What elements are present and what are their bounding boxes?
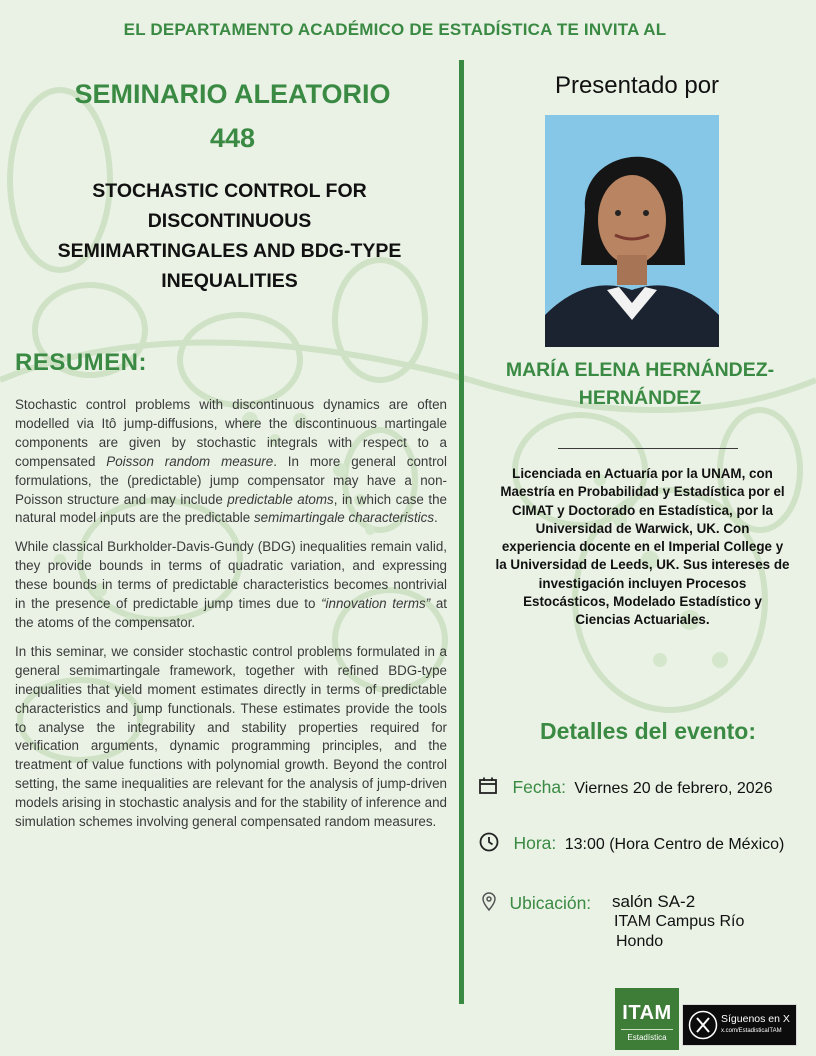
abstract-emphasis: Poisson random measure bbox=[106, 453, 274, 469]
abstract-text: . In more general control formulations, the (predictable) jump compensator may have a non-Poisson structure and may include bbox=[15, 453, 447, 507]
x-follow-text: Síguenos en X bbox=[721, 1013, 790, 1025]
bio-line: CIMAT y Doctorado en Estadística, por la bbox=[512, 502, 773, 518]
location-label: Ubicación: bbox=[509, 892, 592, 913]
bio-line: Ciencias Actuariales. bbox=[575, 612, 710, 628]
date-label: Fecha: bbox=[512, 776, 566, 797]
location-line: Hondo bbox=[616, 933, 664, 950]
itam-department: Estadística bbox=[627, 1033, 667, 1042]
talk-title-line: DISCONTINUOUS bbox=[147, 210, 312, 232]
location-pin-icon bbox=[481, 892, 497, 917]
date-row bbox=[478, 776, 772, 801]
x-handle: x.com/EstadisticaITAM bbox=[721, 1028, 782, 1034]
abstract-text: While classical Burkholder-Davis-Gundy (BDG) inequalities remain valid, they provide bounds in terms of quadratic variation, and expressing these bounds in terms of predictable characteristics becomes nontrivial in the presence of predictable jump times due to bbox=[15, 539, 447, 612]
abstract-body bbox=[15, 396, 447, 842]
x-social-badge[interactable] bbox=[682, 1004, 797, 1046]
seminar-title bbox=[30, 72, 435, 160]
abstract-text: Stochastic control problems with discontinuous dynamics are often modelled via Itô jump-diffusions, where the discontinuous martingale components are given by stochastic integrals with respect to a compensated bbox=[15, 397, 447, 469]
bio-line: Maestría en Probabilidad y Estadística por el bbox=[500, 484, 785, 500]
time-label: Hora: bbox=[513, 832, 557, 853]
speaker-photo bbox=[545, 115, 719, 347]
talk-title-line: SEMIMARTINGALES AND BDG-TYPE bbox=[57, 240, 402, 262]
abstract-text: . bbox=[434, 510, 438, 526]
speaker-name bbox=[465, 356, 815, 412]
talk-title-line: INEQUALITIES bbox=[161, 270, 298, 292]
talk-title-line: STOCHASTIC CONTROL FOR bbox=[92, 180, 367, 202]
bio-line: Estocásticos, Modelado Estadístico y bbox=[523, 594, 762, 610]
abstract-emphasis: semimartingale characteristics bbox=[253, 510, 435, 526]
location-line: ITAM Campus Río bbox=[614, 913, 745, 930]
location-row bbox=[481, 892, 745, 950]
invitation-header: EL DEPARTAMENTO ACADÉMICO DE ESTADÍSTICA TE INVITA AL bbox=[123, 20, 667, 39]
date-value: Viernes 20 de febrero, 2026 bbox=[574, 779, 773, 797]
seminar-series: SEMINARIO ALEATORIO bbox=[74, 79, 391, 109]
location-line: salón SA-2 bbox=[612, 892, 696, 911]
abstract-emphasis: predictable atoms bbox=[227, 491, 334, 507]
portrait-image bbox=[545, 115, 719, 347]
bio-line: Universidad de Warwick, UK. Con bbox=[535, 520, 750, 536]
abstract-paragraph-3: In this seminar, we consider stochastic control problems formulated in a general semimartingale framework, together with refined BDG-type inequalities that yield moment estimates directly in terms of predictable characteristics and jump functionals. These estimates provide the tools to analyse the integrability and stability properties required for verification arguments, dynamic programming principles, and the treatment of value functions with polynomial growth. Beyond the control setting, the same inequalities are relevant for the analysis of jump-driven models arising in stochastic analysis and for the stability of inference and simulation schemes involving general compensated random measures. bbox=[15, 643, 447, 830]
talk-title bbox=[22, 176, 437, 296]
column-divider bbox=[459, 60, 464, 1004]
bio-line: la Universidad de Leeds, UK. Sus intereses de bbox=[495, 557, 790, 573]
bio-line: investigación incluyen Procesos bbox=[538, 575, 747, 591]
seminar-number: 448 bbox=[209, 123, 256, 153]
clock-icon bbox=[478, 831, 500, 858]
abstract-paragraph-2 bbox=[15, 538, 447, 633]
speaker-name-line: HERNÁNDEZ bbox=[578, 387, 702, 409]
time-row bbox=[478, 831, 784, 858]
abstract-paragraph-1 bbox=[15, 396, 447, 528]
presented-by-label: Presentado por bbox=[554, 72, 720, 99]
abstract-emphasis: “innovation terms” bbox=[321, 596, 431, 612]
bio-line: Licenciada en Actuaría por la UNAM, con bbox=[512, 466, 773, 481]
abstract-heading: RESUMEN: bbox=[15, 349, 148, 376]
abstract-text: , in which case the natural model inputs are the predictable bbox=[15, 491, 447, 526]
speaker-name-line: MARÍA ELENA HERNÁNDEZ- bbox=[505, 359, 775, 381]
calendar-icon bbox=[478, 776, 498, 801]
itam-wordmark: ITAM bbox=[622, 1002, 672, 1024]
event-details-heading: Detalles del evento: bbox=[539, 718, 757, 744]
speaker-bio bbox=[470, 465, 815, 630]
time-value: 13:00 (Hora Centro de México) bbox=[564, 835, 785, 853]
itam-logo bbox=[615, 988, 679, 1050]
location-value bbox=[612, 892, 812, 952]
separator-line bbox=[558, 448, 738, 449]
x-logo-icon bbox=[688, 1010, 718, 1040]
abstract-text: at the atoms of the compensator. bbox=[15, 596, 447, 630]
bio-line: experiencia docente en el Imperial College y bbox=[501, 539, 784, 555]
